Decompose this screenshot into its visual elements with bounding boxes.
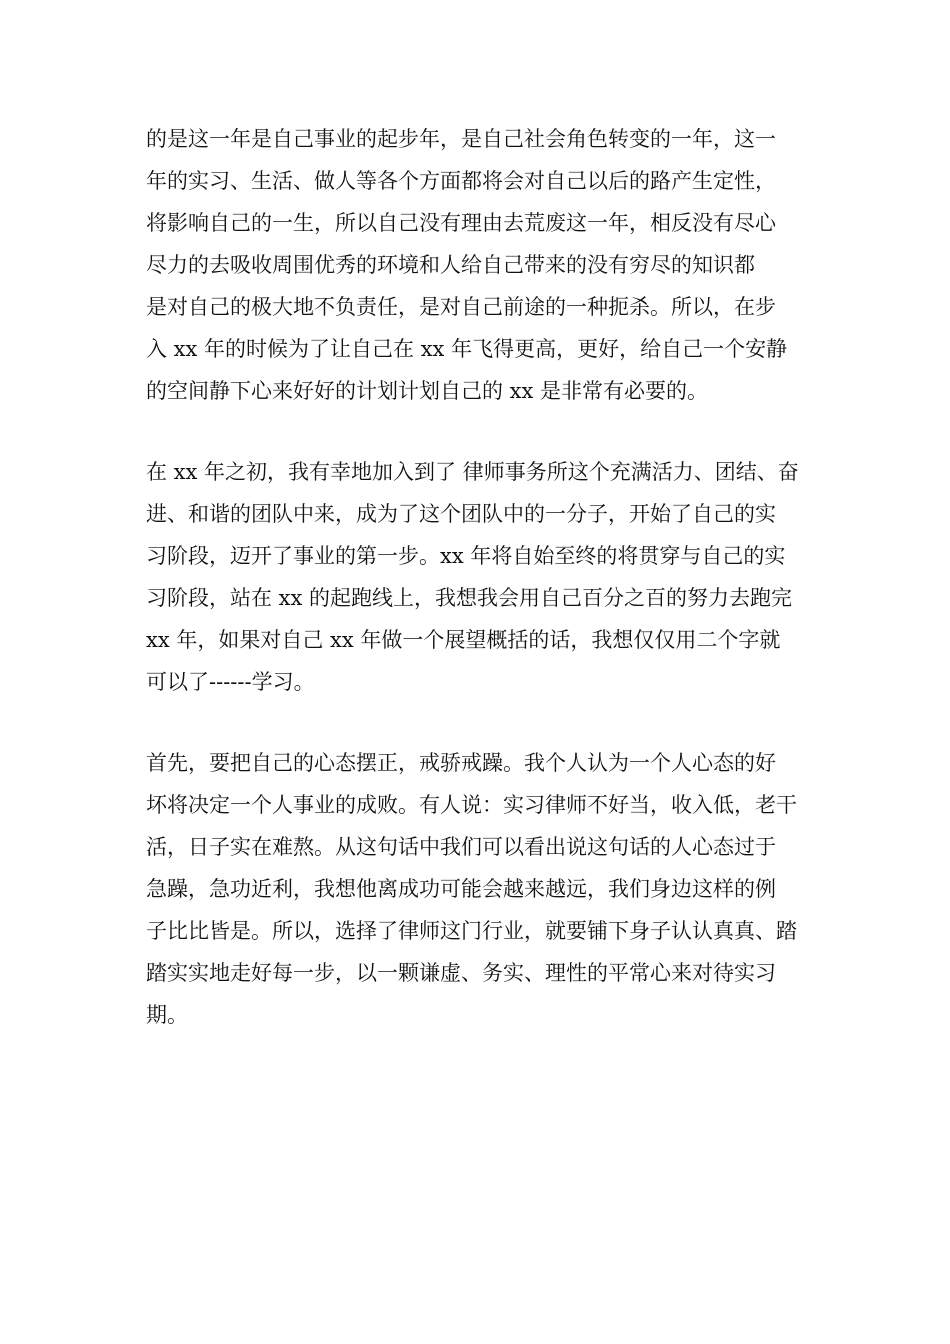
paragraph-line: 在 xx 年之初，我有幸地加入到了 律师事务所这个充满活力、团结、奋 (146, 460, 799, 484)
paragraph-2 (146, 451, 808, 703)
paragraph-line: xx 年，如果对自己 xx 年做一个展望概括的话，我想仅仅用二个字就 (146, 628, 781, 652)
paragraph-1 (146, 118, 808, 412)
paragraph-line: 踏实实地走好每一步，以一颗谦虚、务实、理性的平常心来对待实习 (146, 961, 776, 985)
paragraph-line: 是对自己的极大地不负责任，是对自己前途的一种扼杀。所以，在步 (146, 295, 776, 319)
paragraph-line: 习阶段，站在 xx 的起跑线上，我想我会用自己百分之百的努力去跑完 (146, 586, 793, 610)
paragraph-line: 可以了------学习。 (146, 670, 315, 694)
paragraph-line: 坏将决定一个人事业的成败。有人说：实习律师不好当，收入低，老干 (146, 793, 797, 817)
paragraph-line: 年的实习、生活、做人等各个方面都将会对自己以后的路产生定性， (146, 169, 776, 193)
paragraph-line: 入 xx 年的时候为了让自己在 xx 年飞得更高，更好，给自己一个安静 (146, 337, 788, 361)
document-body (146, 118, 808, 1036)
paragraph-3 (146, 742, 808, 1036)
paragraph-line: 将影响自己的一生，所以自己没有理由去荒废这一年，相反没有尽心 (146, 211, 776, 235)
paragraph-line: 期。 (146, 1003, 188, 1027)
paragraph-line: 首先，要把自己的心态摆正，戒骄戒躁。我个人认为一个人心态的好 (146, 751, 776, 775)
paragraph-line: 尽力的去吸收周围优秀的环境和人给自己带来的没有穷尽的知识都 (146, 253, 755, 277)
paragraph-line: 习阶段，迈开了事业的第一步。xx 年将自始至终的将贯穿与自己的实 (146, 544, 786, 568)
paragraph-line: 的是这一年是自己事业的起步年，是自己社会角色转变的一年，这一 (146, 127, 776, 151)
paragraph-line: 进、和谐的团队中来，成为了这个团队中的一分子，开始了自己的实 (146, 502, 776, 526)
paragraph-line: 的空间静下心来好好的计划计划自己的 xx 是非常有必要的。 (146, 379, 709, 403)
paragraph-line: 活，日子实在难熬。从这句话中我们可以看出说这句话的人心态过于 (146, 835, 776, 859)
paragraph-line: 子比比皆是。所以，选择了律师这门行业，就要铺下身子认认真真、踏 (146, 919, 797, 943)
paragraph-line: 急躁，急功近利，我想他离成功可能会越来越远，我们身边这样的例 (146, 877, 776, 901)
